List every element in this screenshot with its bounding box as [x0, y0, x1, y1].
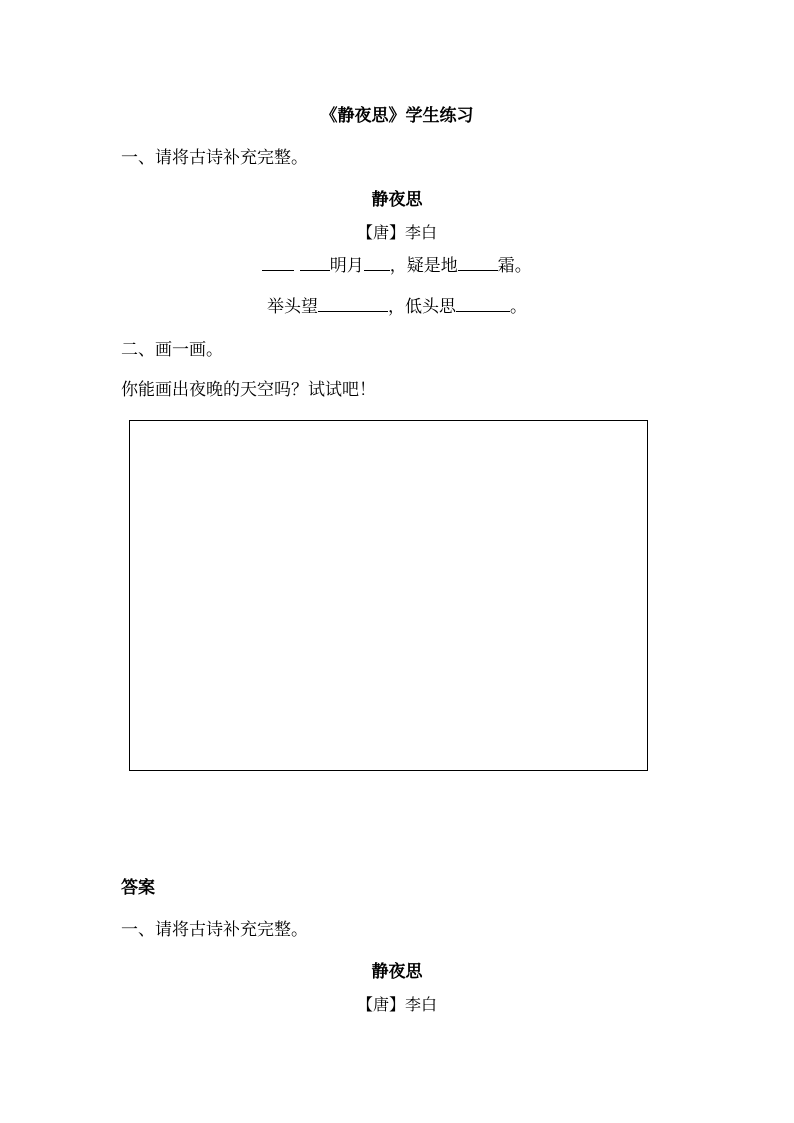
poem-line-1-seg2: ，疑是地: [389, 256, 458, 276]
drawing-box[interactable]: [129, 420, 648, 771]
poem-line-2-seg3: 。: [510, 297, 527, 317]
answers-section1-heading: 一、请将古诗补充完整。: [121, 920, 308, 940]
section2-prompt: 你能画出夜晚的天空吗？试试吧！: [121, 380, 376, 400]
poem-line-1: [0, 254, 794, 277]
blank-1c[interactable]: [364, 254, 390, 271]
blank-1a[interactable]: [262, 254, 294, 271]
blank-2a[interactable]: [318, 295, 388, 312]
answers-poem-author: 【唐】李白: [356, 995, 437, 1014]
poem-title: 静夜思: [371, 190, 423, 210]
answers-heading: 答案: [121, 878, 155, 898]
blank-1d[interactable]: [458, 254, 498, 271]
blank-1b[interactable]: [300, 254, 330, 271]
poem-line-2-seg1: 举头望: [267, 297, 318, 317]
section2-heading: 二、画一画。: [121, 340, 223, 360]
blank-2b[interactable]: [456, 295, 510, 312]
poem-line-2-seg2: ，低头思: [388, 297, 456, 317]
poem-line-1-seg3: 霜。: [497, 256, 532, 276]
poem-author: 【唐】李白: [356, 223, 437, 242]
section1-heading: 一、请将古诗补充完整。: [121, 148, 308, 168]
poem-line-2: [0, 295, 794, 318]
answers-poem-title: 静夜思: [371, 962, 423, 982]
poem-line-1-seg1: 明月: [329, 256, 364, 276]
worksheet-title: 《静夜思》学生练习: [320, 106, 474, 126]
